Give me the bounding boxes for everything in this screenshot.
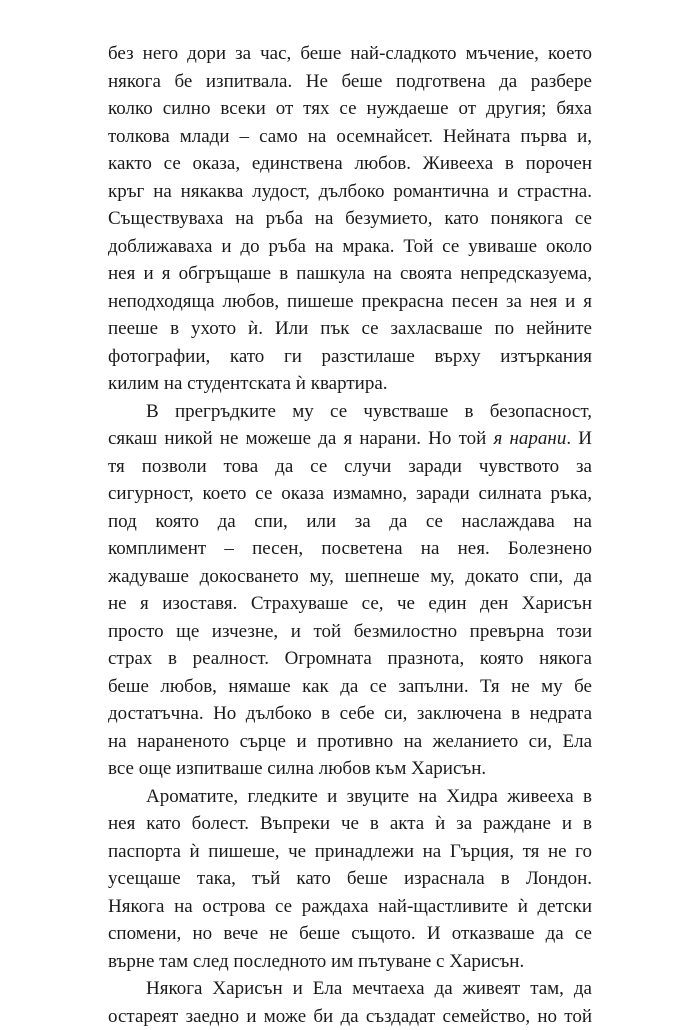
text-line: спомени, но вече не беше същото. И отказваше да се	[108, 920, 592, 948]
text-line: В прегръдките му се чувстваше в безопасност,	[108, 398, 592, 426]
text-line: Ароматите, гледките и звуците на Хидра живееха в	[108, 783, 592, 811]
text-segment: сякаш никой не можеше да я нарани. Но той	[108, 428, 493, 449]
text-line: кръг на някаква лудост, дълбоко романтична и страстна.	[108, 178, 592, 206]
text-line: на нараненото сърце и противно на желанието си, Ела	[108, 728, 592, 756]
paragraph-4	[108, 975, 592, 1030]
text-line: нея и я обгръщаше в пашкула на своята непредсказуема,	[108, 260, 592, 288]
text-line: комплимент – песен, посветена на нея. Болезнено	[108, 535, 592, 563]
text-line: беше любов, нямаше как да се запълни. Тя не му бе	[108, 673, 592, 701]
text-line: пееше в ухото ѝ. Или пък се захласваше по нейните	[108, 315, 592, 343]
text-segment: . И	[566, 428, 592, 449]
text-line: някога бе изпитвала. Не беше подготвена да разбере	[108, 68, 592, 96]
paragraph-3	[108, 783, 592, 976]
text-line: усещаше така, тъй като беше израснала в Лондон.	[108, 865, 592, 893]
text-line: Съществуваха на ръба на безумието, като понякога се	[108, 205, 592, 233]
text-line-with-italic	[108, 425, 592, 453]
text-line: достатъчна. Но дълбоко в себе си, заключена в недрата	[108, 700, 592, 728]
text-line: паспорта ѝ пишеше, че принадлежи на Гърция, тя не го	[108, 838, 592, 866]
text-line: колко силно всеки от тях се нуждаеше от другия; бяха	[108, 95, 592, 123]
text-line: не я изоставя. Страхуваше се, че един ден Харисън	[108, 590, 592, 618]
book-page	[108, 40, 592, 970]
text-line: доближаваха и до ръба на мрака. Той се увиваше около	[108, 233, 592, 261]
text-line: жадуваше докосването му, шепнеше му, докато спи, да	[108, 563, 592, 591]
text-line: остареят заедно и може би да създадат семейство, но той	[108, 1003, 592, 1030]
text-line: толкова млади – само на осемнайсет. Нейната първа и,	[108, 123, 592, 151]
paragraph-2	[108, 398, 592, 783]
text-line: сигурност, което се оказа измамно, заради силната ръка,	[108, 480, 592, 508]
text-line: Някога на острова се раждаха най-щастливите ѝ детски	[108, 893, 592, 921]
text-line: Някога Харисън и Ела мечтаеха да живеят там, да	[108, 975, 592, 1003]
italic-phrase: я нарани	[493, 428, 566, 449]
text-line: фотографии, като ги разстилаше върху изтъркания	[108, 343, 592, 371]
text-line: просто ще изчезне, и той безмилостно превърна този	[108, 618, 592, 646]
text-line: както се оказа, единствена любов. Живееха в порочен	[108, 150, 592, 178]
text-line: тя позволи това да се случи заради чувството за	[108, 453, 592, 481]
text-line: все още изпитваше силна любов към Харисън.	[108, 755, 592, 783]
text-line: килим на студентската ѝ квартира.	[108, 370, 592, 398]
text-line: неподходяща любов, пишеше прекрасна песен за нея и я	[108, 288, 592, 316]
text-line: нея като болест. Въпреки че в акта ѝ за раждане и в	[108, 810, 592, 838]
text-line: без него дори за час, беше най-сладкото мъчение, което	[108, 40, 592, 68]
text-line: страх в реалност. Огромната празнота, която някога	[108, 645, 592, 673]
text-line: върне там след последното им пътуване с Харисън.	[108, 948, 592, 976]
paragraph-1	[108, 40, 592, 398]
text-line: под която да спи, или за да се наслаждава на	[108, 508, 592, 536]
